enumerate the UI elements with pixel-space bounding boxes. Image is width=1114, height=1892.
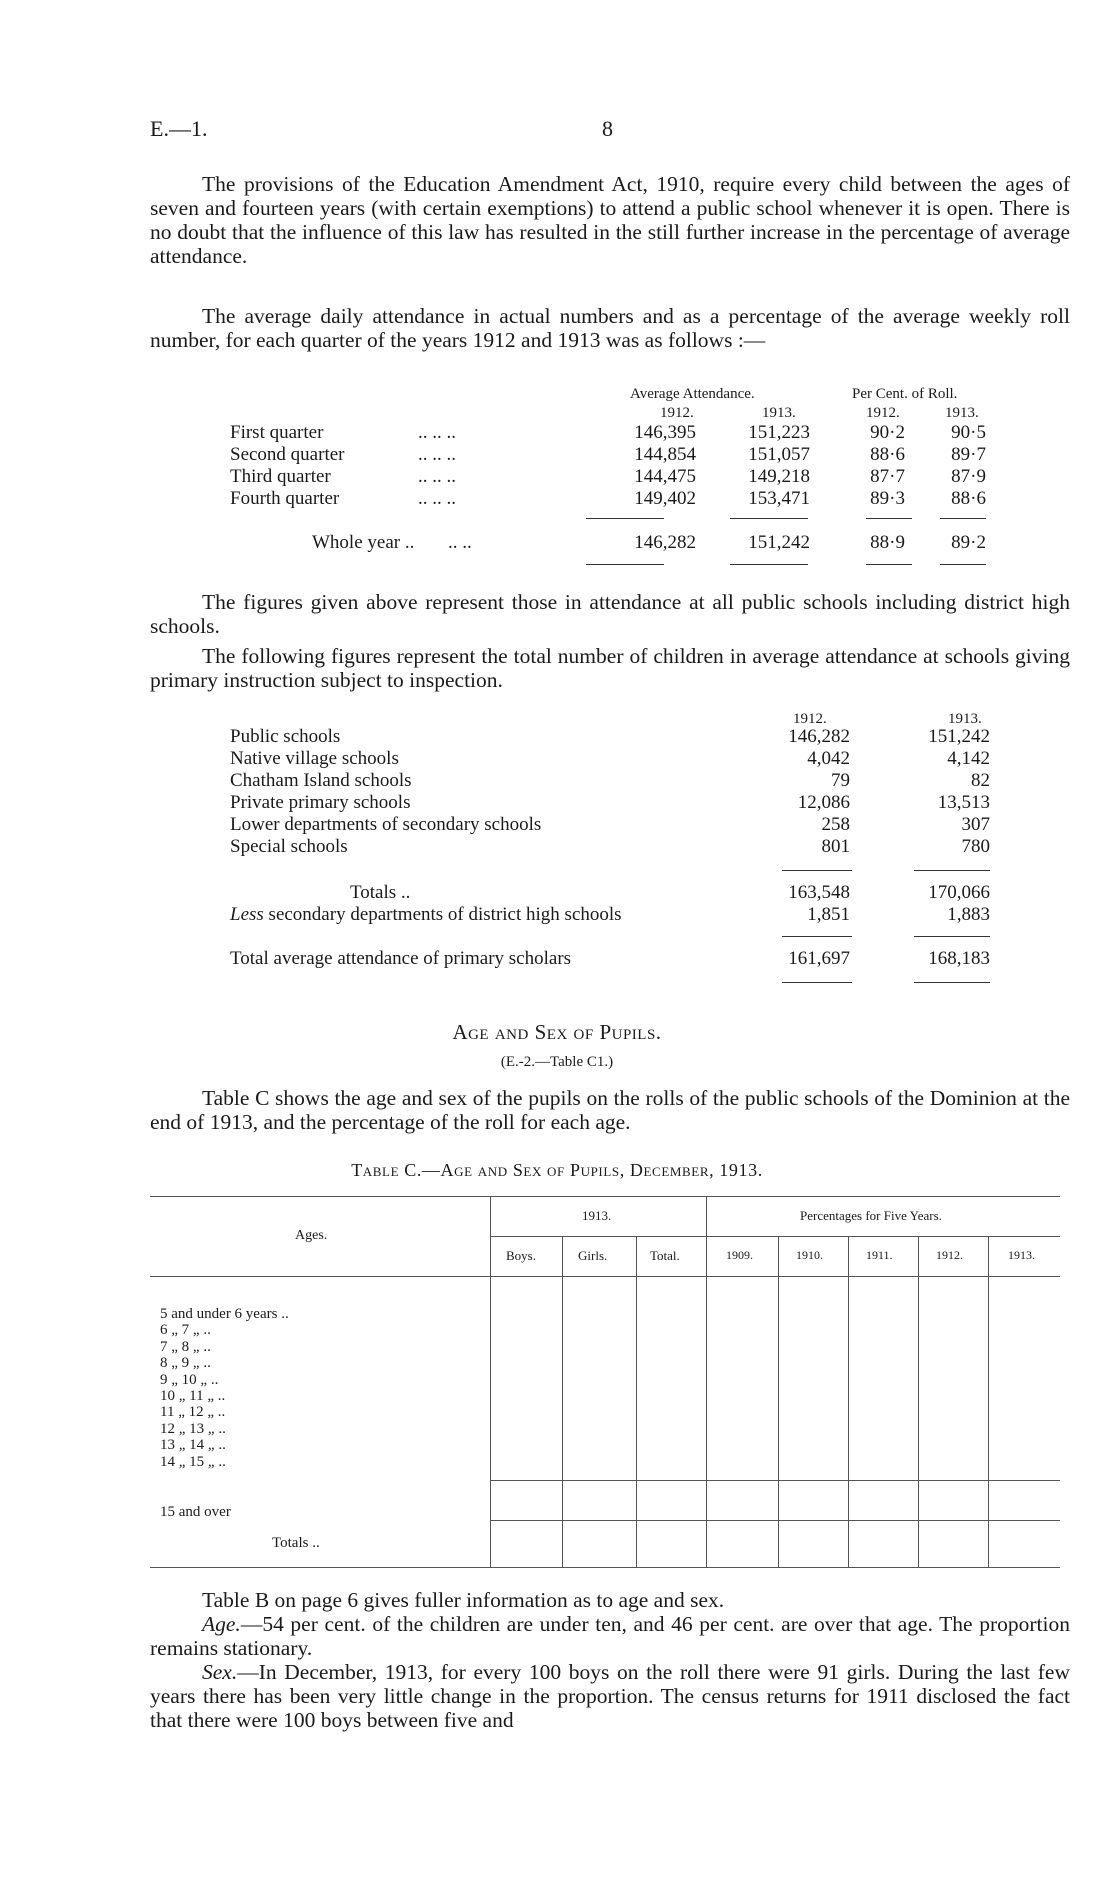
cell: 89·3 [870, 488, 905, 509]
group-percentages-header: Percentages for Five Years. [800, 1208, 942, 1223]
table-row-label: 8 „ 9 „ .. [160, 1355, 211, 1372]
group-1913-header: 1913. [582, 1208, 612, 1223]
cell: 780 [961, 836, 990, 857]
cell: 307 [961, 814, 990, 835]
cell: 90·2 [870, 422, 905, 443]
table-row-label: 12 „ 13 „ .. [160, 1420, 226, 1437]
col-boys: Boys. [506, 1248, 536, 1263]
col-total: Total. [650, 1248, 680, 1263]
col-1913: 1913. [1008, 1248, 1035, 1262]
cell: 146,282 [788, 726, 850, 747]
table-row [230, 726, 990, 748]
row-label: Private primary schools [230, 792, 411, 813]
ages-header: Ages. [295, 1228, 328, 1243]
row-label: Total average attendance of primary scholars [230, 948, 572, 969]
paragraph-6 [150, 1588, 1070, 1612]
pct-1912-heading: 1912. [866, 405, 900, 421]
col-1910: 1910. [796, 1248, 823, 1262]
cell: 151,242 [928, 726, 990, 747]
cell: 151,242 [748, 532, 810, 553]
leader-dots: .. .. .. [418, 466, 456, 487]
table-row [230, 444, 1010, 466]
paragraph-1-text: The provisions of the Education Amendment Act, 1910, require every child between the ages of seven and fourteen years (with certain exemptions) to attend a public school whenever it is open. There is no doubt that the influence of this law has resulted in the still further increase in the percentage of average attendance. [150, 172, 1070, 268]
sex-label: Sex. [202, 1660, 238, 1684]
paragraph-7 [150, 1612, 1070, 1660]
table-total-row [230, 532, 1010, 554]
paragraph-4 [150, 644, 1070, 692]
year-1912-heading: 1912. [793, 711, 827, 727]
year-1913-heading: 1913. [948, 711, 982, 727]
cell: 168,183 [928, 948, 990, 969]
table-row [230, 904, 990, 926]
group-rule [490, 1236, 1060, 1237]
cell: 13,513 [937, 792, 990, 813]
year-1912-heading: 1912. [660, 405, 694, 421]
cell: 258 [821, 814, 850, 835]
cell: 149,218 [748, 466, 810, 487]
row-label-rest: secondary departments of district high schools [263, 904, 622, 925]
totals-rule [490, 1520, 1060, 1521]
cell: 87·9 [951, 466, 986, 487]
pct-1913-heading: 1913. [945, 405, 979, 421]
rule [730, 518, 808, 519]
row-label: Fourth quarter [230, 488, 340, 509]
italic-less: Less [230, 904, 264, 925]
cell: 4,042 [807, 748, 850, 769]
cell: 1,883 [947, 904, 990, 925]
table-row-label: 13 „ 14 „ .. [160, 1437, 226, 1454]
table-row-label: 6 „ 7 „ .. [160, 1322, 211, 1339]
cell: 88·9 [870, 532, 905, 553]
column-divider [848, 1236, 849, 1567]
cell: 161,697 [788, 948, 850, 969]
cell: 149,402 [634, 488, 696, 509]
cell: 146,395 [634, 422, 696, 443]
column-divider [562, 1236, 563, 1567]
age-label: Age. [202, 1612, 241, 1636]
row-label: Second quarter [230, 444, 345, 465]
table-total-row [230, 882, 990, 904]
table-row [230, 814, 990, 836]
cell: 163,548 [788, 882, 850, 903]
rule [914, 870, 990, 871]
row-label: Lower departments of secondary schools [230, 814, 542, 835]
row-label: First quarter [230, 422, 324, 443]
rule [782, 870, 852, 871]
cell: 90·5 [951, 422, 986, 443]
column-divider [918, 1236, 919, 1567]
rule [730, 564, 808, 565]
cell: 89·2 [951, 532, 986, 553]
page-number: 8 [602, 116, 613, 141]
paragraph-4-text: The following figures represent the total number of children in average attendance at schools giving primary instruction subject to inspection. [150, 644, 1070, 692]
leader-dots: .. .. .. [418, 422, 456, 443]
column-divider [636, 1236, 637, 1567]
paragraph-3 [150, 590, 1070, 638]
attendance-group-heading: Average Attendance. [630, 386, 755, 402]
leader-dots: .. .. [448, 532, 472, 553]
section-heading: Age and Sex of Pupils. [452, 1020, 662, 1044]
row-label: Public schools [230, 726, 341, 747]
table-row [230, 770, 990, 792]
table-bottom-border [150, 1567, 1060, 1568]
cell: 88·6 [870, 444, 905, 465]
rule [940, 564, 986, 565]
rule [782, 936, 852, 937]
leader-dots: .. .. .. [418, 444, 456, 465]
table-row [230, 792, 990, 814]
year-1913-heading: 1913. [762, 405, 796, 421]
table-row [230, 748, 990, 770]
cell: 151,057 [748, 444, 810, 465]
totals-row-label: Totals .. [272, 1535, 320, 1551]
row-label: Third quarter [230, 466, 331, 487]
row-label [230, 904, 622, 926]
rule [866, 564, 912, 565]
cell: 170,066 [928, 882, 990, 903]
paragraph-8 [150, 1660, 1070, 1732]
table-grand-total-row [230, 948, 990, 970]
rule [940, 518, 986, 519]
paragraph-2 [150, 304, 1070, 352]
table-row-label: 5 and under 6 years .. [160, 1306, 289, 1322]
cell: 88·6 [951, 488, 986, 509]
cell: 12,086 [797, 792, 850, 813]
paragraph-5 [150, 1086, 1070, 1134]
cell: 153,471 [748, 488, 810, 509]
col-1911: 1911. [866, 1248, 893, 1262]
table-row [230, 488, 1010, 510]
rule [586, 564, 664, 565]
table-row [230, 422, 1010, 444]
table-row-label: 11 „ 12 „ .. [160, 1404, 226, 1421]
section-reference: (E.-2.—Table C1.) [500, 1054, 614, 1070]
row-label: Chatham Island schools [230, 770, 412, 791]
rule [914, 982, 990, 983]
col-1912: 1912. [936, 1248, 963, 1262]
cell: 144,475 [634, 466, 696, 487]
header-bottom-border [150, 1276, 1060, 1277]
paragraph-5-text: Table C shows the age and sex of the pupils on the rolls of the public schools of the Dominion at the end of 1913, and the percentage of the roll for each age. [150, 1086, 1070, 1134]
percent-group-heading: Per Cent. of Roll. [852, 386, 958, 402]
cell: 1,851 [807, 904, 850, 925]
paragraph-7-text: —54 per cent. of the children are under ten, and 46 per cent. are over that age. The proportion remains stationary. [150, 1612, 1070, 1660]
paragraph-6-text: Table B on page 6 gives fuller information as to age and sex. [202, 1588, 725, 1612]
rule [866, 518, 912, 519]
column-divider [706, 1196, 707, 1567]
column-divider [988, 1236, 989, 1567]
leader-dots: .. .. .. [418, 488, 456, 509]
table-row-label: 10 „ 11 „ .. [160, 1388, 226, 1404]
table-row [230, 466, 1010, 488]
table-row-label: 9 „ 10 „ .. [160, 1371, 219, 1388]
col-1909: 1909. [726, 1248, 753, 1262]
paragraph-1 [150, 172, 1070, 268]
rule [914, 936, 990, 937]
cell: 89·7 [951, 444, 986, 465]
cell: 151,223 [748, 422, 810, 443]
row-label: Native village schools [230, 748, 399, 769]
rule [782, 982, 852, 983]
col-girls: Girls. [578, 1248, 608, 1263]
rule [586, 518, 664, 519]
cell: 82 [971, 770, 990, 791]
column-divider [778, 1236, 779, 1567]
paragraph-8-text: —In December, 1913, for every 100 boys on the roll there were 91 girls. During the last few years there has been very little change in the proportion. The census returns for 1911 disclosed the fact that there were 100 boys between five and [150, 1660, 1070, 1732]
table-top-border [150, 1196, 1060, 1197]
table-row-label: 7 „ 8 „ .. [160, 1338, 211, 1355]
cell: 4,142 [947, 748, 990, 769]
column-divider [490, 1196, 491, 1567]
cell: 801 [821, 836, 850, 857]
cell: 146,282 [634, 532, 696, 553]
table-row [230, 836, 990, 858]
row-label: Special schools [230, 836, 348, 857]
cell: 144,854 [634, 444, 696, 465]
table-c-caption: Table C.—Age and Sex of Pupils, December, 1913. [351, 1160, 763, 1180]
document-reference: E.—1. [150, 116, 208, 141]
paragraph-3-text: The figures given above represent those in attendance at all public schools including district high schools. [150, 590, 1070, 638]
table-row-label: 14 „ 15 „ .. [160, 1453, 226, 1470]
paragraph-2-text: The average daily attendance in actual numbers and as a percentage of the average weekly roll number, for each quarter of the years 1912 and 1913 was as follows :— [150, 304, 1070, 352]
over-15-row-label: 15 and over [160, 1504, 231, 1520]
subtotal-rule [490, 1480, 1060, 1481]
row-label: Whole year .. [312, 532, 415, 553]
cell: 79 [831, 770, 850, 791]
row-label: Totals .. [350, 882, 411, 903]
cell: 87·7 [870, 466, 905, 487]
